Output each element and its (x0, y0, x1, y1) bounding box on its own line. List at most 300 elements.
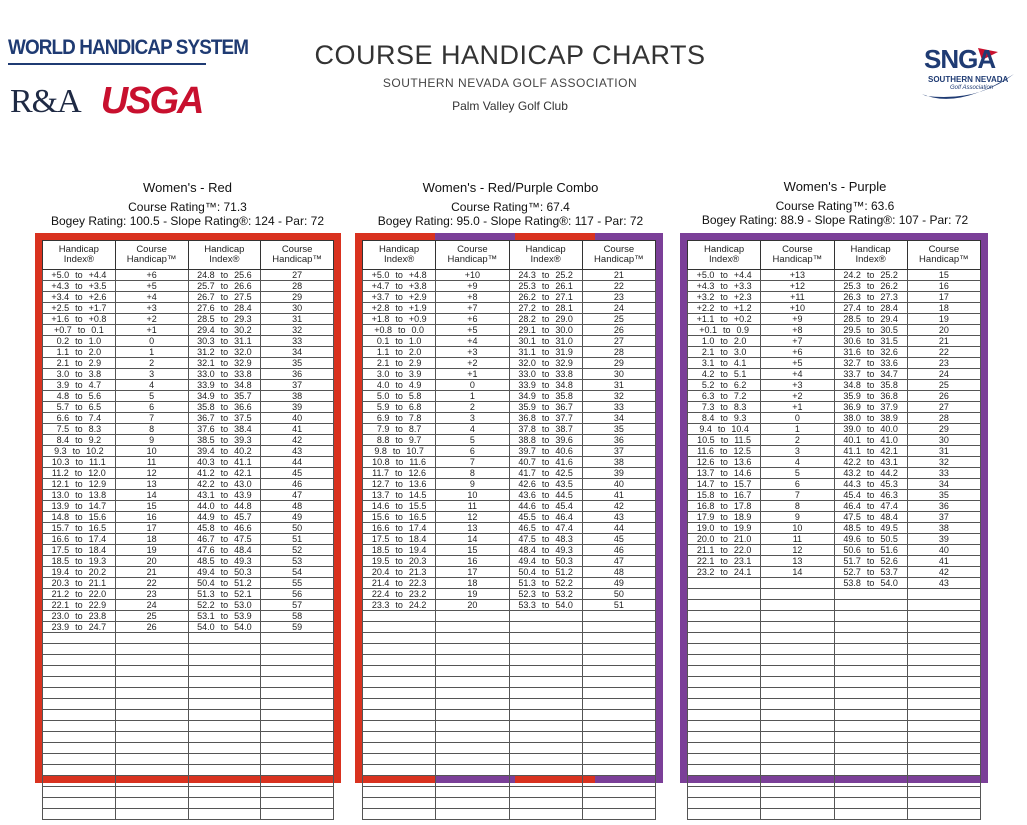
index-range-cell (188, 699, 261, 710)
range-separator: to (541, 314, 550, 324)
index-high: 43.9 (234, 490, 252, 500)
table-row (688, 556, 981, 567)
table-row (43, 358, 334, 369)
range-separator: to (220, 314, 229, 324)
index-low: 5.7 (56, 402, 70, 412)
range-separator: to (866, 435, 875, 445)
index-range-cell (834, 336, 907, 347)
index-low: 24.3 (518, 270, 536, 280)
index-range-cell (834, 270, 907, 281)
index-range-cell (188, 809, 261, 820)
index-low: 26.7 (197, 292, 215, 302)
index-high: 31.1 (234, 336, 252, 346)
index-low: +3.7 (371, 292, 390, 302)
index-low: 35.8 (197, 402, 215, 412)
course-handicap-cell: +13 (761, 270, 834, 281)
index-high: 42.1 (234, 468, 252, 478)
table-row (43, 666, 334, 677)
table-row (363, 270, 656, 281)
index-high: 29.4 (880, 314, 898, 324)
range-separator: to (541, 534, 550, 544)
index-low: 20.4 (371, 567, 390, 577)
index-range-cell (509, 666, 582, 677)
range-separator: to (720, 468, 728, 478)
index-high: 50.3 (234, 567, 252, 577)
course-handicap-cell: 20 (115, 556, 188, 567)
range-separator: to (220, 358, 229, 368)
index-range-cell (43, 325, 116, 336)
index-range-cell (509, 336, 582, 347)
course-handicap-cell: 29 (907, 424, 980, 435)
range-separator: to (220, 556, 229, 566)
index-high: 50.5 (880, 534, 898, 544)
table-row (43, 732, 334, 743)
index-high: 32.9 (234, 358, 252, 368)
index-low: +2.5 (51, 303, 70, 313)
index-low: 12.1 (51, 479, 70, 489)
table-row (363, 380, 656, 391)
range-separator: to (395, 479, 403, 489)
index-range-cell (363, 710, 436, 721)
course-handicap-cell: 22 (115, 578, 188, 589)
index-low: 25.3 (843, 281, 861, 291)
range-separator: to (541, 270, 550, 280)
range-separator: to (720, 435, 729, 445)
index-low: 34.8 (843, 380, 861, 390)
range-separator: to (395, 578, 403, 588)
range-separator: to (220, 567, 229, 577)
range-separator: to (77, 325, 86, 335)
index-high: 37.9 (880, 402, 898, 412)
index-range-cell (688, 402, 761, 413)
index-range-cell (834, 303, 907, 314)
index-range-cell (363, 413, 436, 424)
index-range-cell (363, 611, 436, 622)
range-separator: to (395, 600, 403, 610)
course-handicap-cell (261, 798, 334, 809)
index-low: 12.6 (696, 457, 715, 467)
index-high: 24.1 (733, 567, 752, 577)
index-high: 48.4 (880, 512, 898, 522)
range-separator: to (220, 369, 229, 379)
table-row (43, 776, 334, 787)
table-row (43, 413, 334, 424)
course-handicap-cell: +4 (761, 369, 834, 380)
index-low: 44.6 (518, 501, 536, 511)
index-high: 3.9 (408, 369, 422, 379)
course-handicap-cell: +6 (436, 314, 509, 325)
index-range-cell (363, 512, 436, 523)
index-low: 7.3 (701, 402, 715, 412)
index-range-cell (509, 710, 582, 721)
table-row (43, 457, 334, 468)
index-range-cell (363, 732, 436, 743)
index-low: 45.5 (518, 512, 536, 522)
table-row (43, 699, 334, 710)
index-high: 2.0 (408, 347, 422, 357)
course-handicap-cell (582, 655, 655, 666)
range-separator: to (723, 325, 731, 335)
range-separator: to (220, 622, 229, 632)
index-range-cell (363, 391, 436, 402)
range-separator: to (220, 611, 229, 621)
course-handicap-cell (761, 721, 834, 732)
course-handicap-cell: 29 (582, 358, 655, 369)
index-high: 27.1 (555, 292, 573, 302)
range-separator: to (75, 512, 83, 522)
index-high: 26.6 (234, 281, 252, 291)
index-range-cell (363, 336, 436, 347)
index-range-cell (834, 347, 907, 358)
handicap-table-red (35, 233, 341, 783)
course-handicap-cell: 42 (582, 501, 655, 512)
range-separator: to (866, 292, 875, 302)
range-separator: to (220, 391, 229, 401)
course-handicap-cell (261, 765, 334, 776)
range-separator: to (541, 303, 550, 313)
index-range-cell (43, 600, 116, 611)
index-low: 39.0 (843, 424, 861, 434)
range-separator: to (75, 391, 83, 401)
table-row (363, 743, 656, 754)
index-high: 39.3 (234, 435, 252, 445)
index-high: 24.7 (88, 622, 107, 632)
course-handicap-cell (582, 798, 655, 809)
range-separator: to (395, 303, 403, 313)
table-row (688, 545, 981, 556)
index-low: 5.0 (376, 391, 390, 401)
range-separator: to (720, 336, 728, 346)
index-range-cell (43, 523, 116, 534)
table-row (363, 721, 656, 732)
course-handicap-cell: 17 (907, 292, 980, 303)
course-handicap-cell: +4 (115, 292, 188, 303)
handicap-chart-table (42, 240, 334, 820)
index-range-cell (688, 787, 761, 798)
index-low: 30.3 (197, 336, 215, 346)
index-low: 8.4 (56, 435, 70, 445)
index-low: 14.7 (696, 479, 715, 489)
index-high: 0.0 (411, 325, 425, 335)
chart-title: Women's - Red (143, 180, 232, 195)
index-low: 30.1 (518, 336, 536, 346)
index-high: 16.5 (88, 523, 107, 533)
table-row (43, 523, 334, 534)
course-handicap-cell (261, 688, 334, 699)
index-range-cell (188, 787, 261, 798)
index-low: 2.1 (376, 358, 390, 368)
index-high: 53.7 (880, 567, 898, 577)
range-separator: to (541, 325, 550, 335)
index-range-cell (834, 776, 907, 787)
course-handicap-header: Course Handicap™ (261, 241, 334, 270)
course-handicap-cell: 53 (261, 556, 334, 567)
index-range-cell (509, 776, 582, 787)
course-handicap-cell: 50 (582, 589, 655, 600)
index-range-cell (188, 710, 261, 721)
index-low: 27.4 (843, 303, 861, 313)
course-handicap-cell: 21 (907, 336, 980, 347)
range-separator: to (220, 578, 229, 588)
course-handicap-cell: +5 (436, 325, 509, 336)
index-range-cell (834, 578, 907, 589)
index-high: 40.0 (880, 424, 898, 434)
range-separator: to (866, 501, 875, 511)
usga-logo: USGA (100, 80, 203, 122)
index-range-cell (363, 633, 436, 644)
index-range-cell (363, 754, 436, 765)
range-separator: to (541, 556, 550, 566)
index-low: 36.8 (518, 413, 536, 423)
index-range-cell (688, 534, 761, 545)
index-range-cell (363, 424, 436, 435)
index-high: +2.6 (88, 292, 107, 302)
index-high: 12.5 (733, 446, 752, 456)
index-high: 44.2 (880, 468, 898, 478)
table-row (43, 369, 334, 380)
course-handicap-cell: 36 (582, 435, 655, 446)
index-high: 18.4 (88, 545, 107, 555)
index-high: 9.3 (733, 413, 747, 423)
course-handicap-cell (761, 622, 834, 633)
course-handicap-cell: 49 (582, 578, 655, 589)
range-separator: to (866, 336, 875, 346)
index-high: 53.0 (234, 600, 252, 610)
range-separator: to (541, 545, 550, 555)
index-range-cell (363, 556, 436, 567)
index-low: 8.8 (376, 435, 390, 445)
range-separator: to (541, 479, 550, 489)
course-handicap-cell: 17 (115, 523, 188, 534)
index-range-cell (509, 765, 582, 776)
index-low: 53.8 (843, 578, 861, 588)
table-row (43, 490, 334, 501)
index-high: 1.0 (408, 336, 422, 346)
index-high: 7.4 (88, 413, 102, 423)
course-handicap-cell (115, 688, 188, 699)
index-range-cell (43, 336, 116, 347)
course-handicap-cell: 33 (907, 468, 980, 479)
index-range-cell (834, 391, 907, 402)
index-low: 28.2 (518, 314, 536, 324)
table-row (43, 446, 334, 457)
table-row (43, 600, 334, 611)
course-handicap-cell (436, 787, 509, 798)
table-row (363, 435, 656, 446)
range-separator: to (395, 435, 403, 445)
course-handicap-cell (907, 732, 980, 743)
range-separator: to (866, 424, 875, 434)
index-low: 40.3 (197, 457, 215, 467)
table-row (43, 435, 334, 446)
course-handicap-cell (436, 611, 509, 622)
range-separator: to (720, 413, 728, 423)
index-high: 46.4 (555, 512, 573, 522)
range-separator: to (866, 369, 875, 379)
index-range-cell (509, 369, 582, 380)
index-high: 15.5 (408, 501, 427, 511)
index-range-cell (43, 281, 116, 292)
index-range-cell (43, 633, 116, 644)
handicap-index-header: Handicap Index® (43, 241, 116, 270)
index-range-cell (43, 413, 116, 424)
range-separator: to (541, 578, 550, 588)
course-handicap-cell (761, 699, 834, 710)
snga-logo-subtext-2: Golf Association (950, 85, 994, 91)
index-low: 0.2 (56, 336, 70, 346)
whs-logo-text: WORLD HANDICAP SYSTEM (8, 36, 249, 59)
index-low: +2.2 (696, 303, 715, 313)
index-low: 10.3 (51, 457, 70, 467)
index-low: +5.0 (371, 270, 390, 280)
index-low: 7.9 (376, 424, 390, 434)
course-handicap-cell: 13 (115, 479, 188, 490)
range-separator: to (720, 270, 728, 280)
table-row (363, 424, 656, 435)
range-separator: to (395, 589, 403, 599)
index-low: 49.4 (518, 556, 536, 566)
index-high: 10.7 (406, 446, 424, 456)
range-separator: to (395, 468, 403, 478)
index-low: 9.8 (374, 446, 387, 456)
index-high: 34.8 (555, 380, 573, 390)
index-low: 3.0 (56, 369, 70, 379)
index-range-cell (509, 303, 582, 314)
table-row (688, 468, 981, 479)
index-low: 33.0 (518, 369, 536, 379)
index-high: 45.3 (880, 479, 898, 489)
table-row (688, 347, 981, 358)
index-range-cell (43, 446, 116, 457)
course-handicap-cell: 48 (582, 567, 655, 578)
index-high: 21.0 (733, 534, 752, 544)
course-handicap-cell: 14 (115, 490, 188, 501)
range-separator: to (866, 468, 875, 478)
range-separator: to (541, 424, 550, 434)
handicap-chart-table (362, 240, 656, 820)
index-high: 9.2 (88, 435, 102, 445)
range-separator: to (866, 578, 875, 588)
table-row (43, 512, 334, 523)
table-row (43, 710, 334, 721)
course-handicap-cell: 2 (115, 358, 188, 369)
index-range-cell (834, 435, 907, 446)
course-handicap-cell: 8 (761, 501, 834, 512)
index-range-cell (834, 655, 907, 666)
index-range-cell (688, 347, 761, 358)
range-separator: to (720, 534, 728, 544)
index-range-cell (688, 490, 761, 501)
course-handicap-cell (261, 754, 334, 765)
course-handicap-cell (761, 611, 834, 622)
course-handicap-cell (761, 787, 834, 798)
table-row (688, 523, 981, 534)
course-handicap-cell: 26 (115, 622, 188, 633)
course-handicap-cell: 15 (436, 545, 509, 556)
course-handicap-cell: +12 (761, 281, 834, 292)
table-row (43, 325, 334, 336)
course-handicap-cell: 21 (115, 567, 188, 578)
index-range-cell (509, 358, 582, 369)
index-high: 35.7 (234, 391, 252, 401)
index-high: 36.7 (555, 402, 573, 412)
table-header-row (363, 241, 656, 270)
range-separator: to (720, 314, 728, 324)
index-high: 18.4 (408, 534, 427, 544)
world-handicap-system-logo (8, 36, 249, 65)
course-handicap-cell: 42 (261, 435, 334, 446)
index-range-cell (43, 490, 116, 501)
table-row (363, 611, 656, 622)
range-separator: to (75, 622, 83, 632)
index-low: 44.9 (197, 512, 215, 522)
index-range-cell (834, 413, 907, 424)
table-row (688, 446, 981, 457)
course-handicap-cell: 43 (261, 446, 334, 457)
table-row (688, 798, 981, 809)
range-separator: to (395, 336, 403, 346)
index-high: 2.0 (733, 336, 747, 346)
index-low: 0.1 (376, 336, 390, 346)
index-high: 17.4 (408, 523, 427, 533)
range-separator: to (75, 369, 83, 379)
index-low: +0.1 (699, 325, 717, 335)
index-low: 50.6 (843, 545, 861, 555)
range-separator: to (866, 325, 875, 335)
index-high: 9.7 (408, 435, 422, 445)
course-handicap-cell: 10 (761, 523, 834, 534)
index-low: 35.9 (843, 391, 861, 401)
course-handicap-cell: 23 (115, 589, 188, 600)
index-low: 3.1 (701, 358, 715, 368)
index-high: 6.2 (733, 380, 747, 390)
index-high: 23.8 (88, 611, 107, 621)
index-low: +1.6 (51, 314, 70, 324)
index-range-cell (688, 743, 761, 754)
index-high: 8.3 (88, 424, 102, 434)
index-low: 26.3 (843, 292, 861, 302)
index-high: 10.4 (731, 424, 749, 434)
index-range-cell (43, 270, 116, 281)
index-range-cell (509, 424, 582, 435)
table-row (43, 677, 334, 688)
index-range-cell (188, 523, 261, 534)
course-handicap-cell (261, 666, 334, 677)
course-handicap-cell: 28 (907, 413, 980, 424)
course-handicap-cell (436, 622, 509, 633)
index-range-cell (43, 292, 116, 303)
index-range-cell (834, 369, 907, 380)
table-row (363, 666, 656, 677)
index-range-cell (188, 666, 261, 677)
table-row (688, 457, 981, 468)
index-low: 34.9 (197, 391, 215, 401)
index-high: 28.4 (880, 303, 898, 313)
course-handicap-cell: 21 (582, 270, 655, 281)
course-handicap-cell: 46 (582, 545, 655, 556)
course-handicap-cell (261, 732, 334, 743)
index-high: 42.1 (880, 446, 898, 456)
index-high: 51.2 (234, 578, 252, 588)
index-high: 25.2 (555, 270, 573, 280)
index-high: 30.0 (555, 325, 573, 335)
course-handicap-cell: +11 (761, 292, 834, 303)
range-separator: to (220, 523, 229, 533)
index-range-cell (363, 292, 436, 303)
table-row (43, 336, 334, 347)
index-high: 27.3 (880, 292, 898, 302)
course-handicap-cell: +8 (761, 325, 834, 336)
